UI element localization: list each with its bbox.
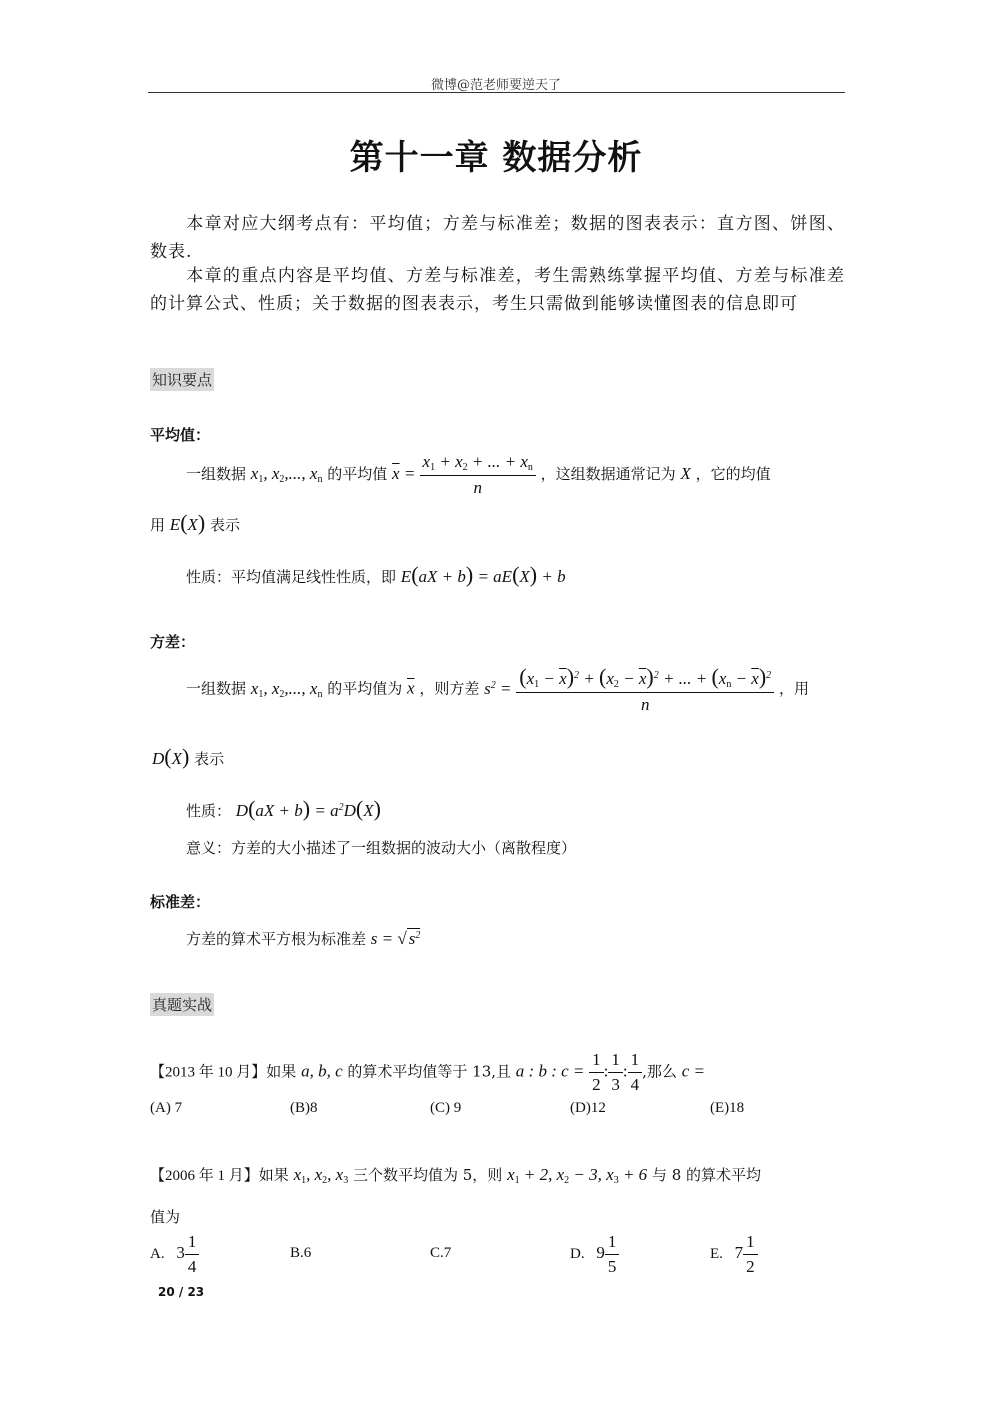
- mean-heading: 平均值：: [150, 426, 211, 444]
- variance-notation: D(X) 表示: [152, 744, 225, 769]
- knowledge-points-tag: 知识要点: [150, 368, 214, 391]
- q1-option-c[interactable]: (C) 9: [430, 1100, 462, 1116]
- q1-option-d[interactable]: (D)12: [570, 1100, 606, 1116]
- mean-definition: 一组数据 $x_1$, $x_2$,..., $x_n$ 的平均值 $\overline{x}$ = $\frac{x_1 + x_2 + ... + x_n}{n}$ ，这组数据通常记为 X ，它的均值: [186, 452, 771, 497]
- intro-paragraph-2: 本章的重点内容是平均值、方差与标准差，考生需熟练掌握平均值、方差与标准差的计算公式、性质；关于数据的图表表示，考生只需做到能够读懂图表的信息即可: [150, 266, 845, 314]
- q2-option-c[interactable]: C.7: [430, 1245, 452, 1261]
- variance-formula: $\frac{(x_1 - \overline{x})^2 + (x_2 - \overline{x})^2 + ... + (x_n - \overline{x})^2}{n}$: [516, 664, 774, 715]
- page-header: 微博@范老师要逆天了: [430, 78, 561, 93]
- exam-practice-tag: 真题实战: [150, 993, 214, 1016]
- header-divider: [148, 92, 845, 93]
- intro-paragraph-1: 本章对应大纲考点有：平均值；方差与标准差；数据的图表表示：直方图、饼图、数表.: [150, 214, 845, 262]
- std-definition: 方差的算术平方根为标准差 s = √ $s^2$: [186, 929, 421, 948]
- variance-meaning: 意义：方差的大小描述了一组数据的波动大小（离散程度）: [186, 839, 577, 857]
- mean-property: 性质：平均值满足线性性质，即 E(aX + b) = aE(X) + b: [186, 562, 566, 587]
- q2-option-b[interactable]: B.6: [290, 1245, 312, 1261]
- question-2006-cont: 值为: [150, 1208, 181, 1226]
- chapter-title: 第十一章 数据分析: [349, 138, 643, 178]
- q1-option-e[interactable]: (E)18: [710, 1100, 745, 1116]
- page-number: 20 / 23: [158, 1285, 205, 1299]
- q2-option-a[interactable]: A. 3 $\frac{1}{4}$: [150, 1232, 199, 1277]
- variance-property: 性质： $D(aX + b) = a^2D(X)$: [186, 796, 381, 821]
- variance-heading: 方差：: [150, 633, 196, 651]
- q1-option-a[interactable]: (A) 7: [150, 1100, 183, 1116]
- std-heading: 标准差：: [150, 893, 211, 911]
- q2-option-e[interactable]: E. 7 $\frac{1}{2}$: [710, 1232, 758, 1277]
- q1-option-b[interactable]: (B)8: [290, 1100, 318, 1116]
- mean-formula: $\frac{x_1 + x_2 + ... + x_n}{n}$: [420, 452, 536, 498]
- question-2013: 【2013 年 10 月】如果 a, b, c 的算术平均值等于 13,且 a : b : c = $\frac{1}{2}$ : $\frac{1}{3}$ : $\frac{1}{4}$ ,那么 c =: [150, 1050, 705, 1094]
- variance-definition: 一组数据 $x_1$, $x_2$,..., $x_n$ 的平均值为 $\overline{x}$ ，则方差 $s^2$ = $\frac{(x_1 - \overline{x})^2 + (x_2 - \overline{x})^2 + ... + (x_n - \overline{x})^2}{n}$ ，用: [186, 664, 809, 714]
- question-2006: 【2006 年 1 月】如果 $x_1$, $x_2$, $x_3$ 三个数平均值为 5，则 $x_1 + 2$, $x_2 - 3$, $x_3 + 6$ 与 8 的算术平均: [150, 1165, 762, 1186]
- q2-option-d[interactable]: D. 9 $\frac{1}{5}$: [570, 1232, 619, 1277]
- mean-notation: 用 E(X) 表示: [150, 510, 241, 535]
